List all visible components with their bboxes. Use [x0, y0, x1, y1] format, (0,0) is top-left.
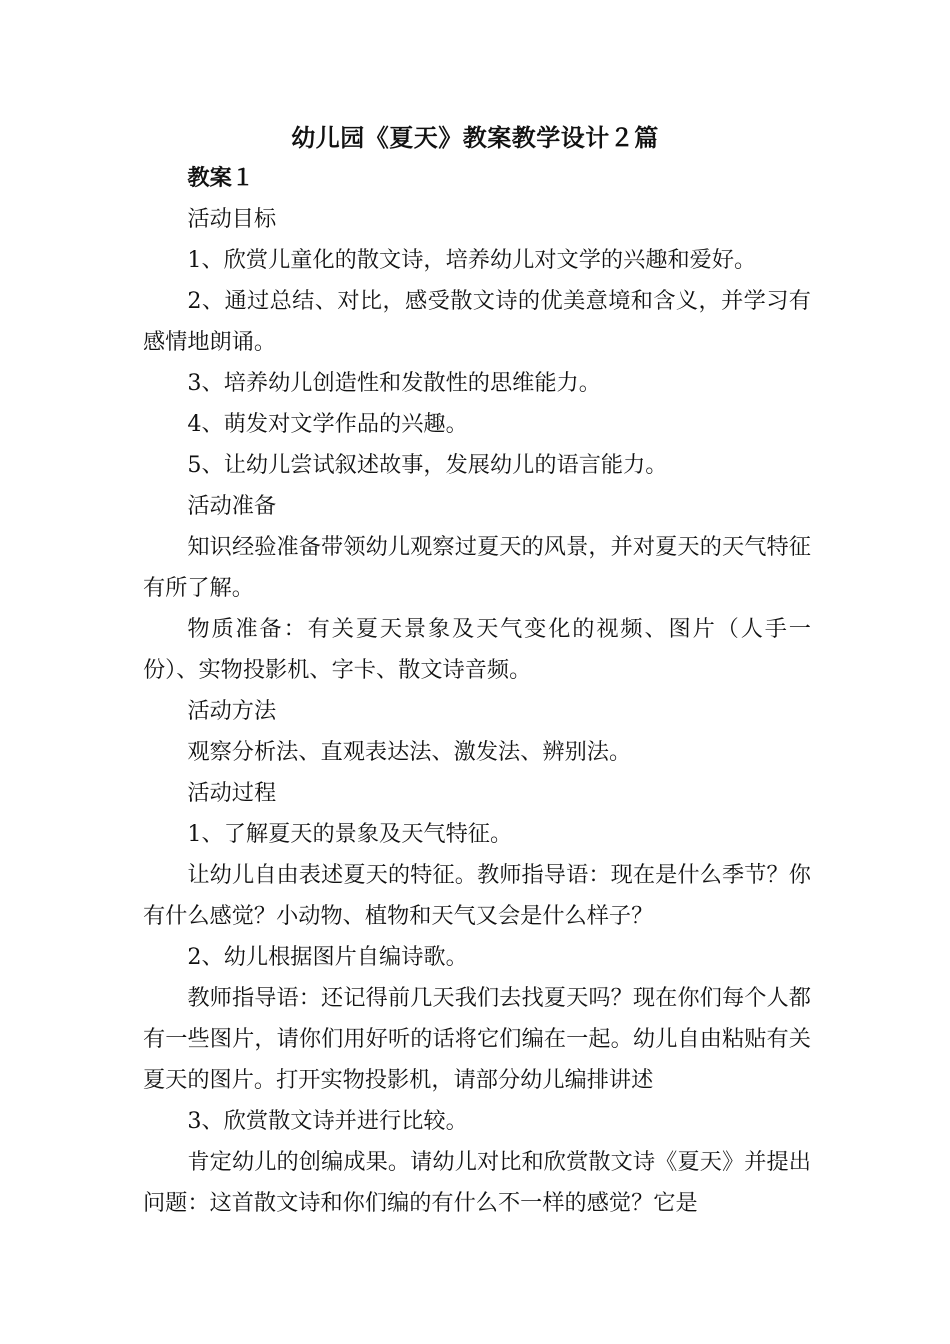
paragraph-step-1: 1、了解夏天的景象及天气特征。: [187, 821, 513, 847]
paragraph-goal-1: 1、欣赏儿童化的散文诗，培养幼儿对文学的兴趣和爱好。: [187, 247, 757, 273]
section-heading-plan-1: 教案１: [187, 165, 254, 191]
subheading-activity-process: 活动过程: [187, 780, 277, 806]
paragraph-goal-3: 3、培养幼儿创造性和发散性的思维能力。: [187, 370, 601, 396]
subheading-activity-methods: 活动方法: [187, 698, 277, 724]
paragraph-methods: 观察分析法、直观表达法、激发法、辨别法。: [187, 739, 632, 765]
paragraph-step-3: 3、欣赏散文诗并进行比较。: [187, 1108, 468, 1134]
subheading-activity-preparation: 活动准备: [187, 493, 277, 519]
paragraph-step-3-detail: 肯定幼儿的创编成果。请幼儿对比和欣赏散文诗《夏天》并提出问题：这首散文诗和你们编的有什么不一样的感觉？它是: [143, 1149, 811, 1216]
paragraph-goal-4: 4、萌发对文学作品的兴趣。: [187, 411, 468, 437]
paragraph-material-preparation: 物质准备：有关夏天景象及天气变化的视频、图片（人手一份）、实物投影机、字卡、散文诗音频。: [143, 616, 811, 683]
paragraph-goal-5: 5、让幼儿尝试叙述故事，发展幼儿的语言能力。: [187, 452, 668, 478]
document-title: 幼儿园《夏天》教案教学设计２篇: [291, 124, 659, 152]
paragraph-step-1-detail: 让幼儿自由表述夏天的特征。教师指导语：现在是什么季节？你有什么感觉？小动物、植物和天气又会是什么样子？: [143, 862, 811, 929]
document-body: [143, 158, 811, 1224]
paragraph-knowledge-preparation: 知识经验准备带领幼儿观察过夏天的风景，并对夏天的天气特征有所了解。: [143, 534, 811, 601]
paragraph-step-2: 2、幼儿根据图片自编诗歌。: [187, 944, 468, 970]
paragraph-goal-2: 2、通过总结、对比，感受散文诗的优美意境和含义，并学习有感情地朗诵。: [143, 288, 811, 355]
subheading-activity-goals: 活动目标: [187, 206, 277, 232]
paragraph-step-2-detail: 教师指导语：还记得前几天我们去找夏天吗？现在你们每个人都有一些图片，请你们用好听的话将它们编在一起。幼儿自由粘贴有关夏天的图片。打开实物投影机，请部分幼儿编排讲述: [143, 985, 811, 1093]
